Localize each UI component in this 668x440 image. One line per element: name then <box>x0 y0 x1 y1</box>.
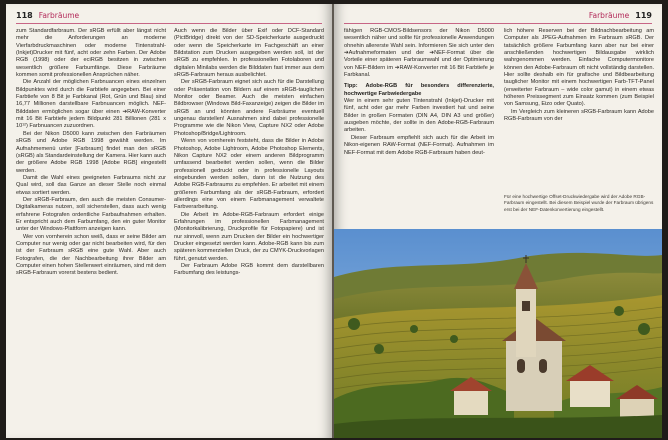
vineyard-church-photo <box>334 229 662 438</box>
right-running-title: Farbräume <box>588 11 630 20</box>
right-page <box>334 4 662 438</box>
paragraph: Die Arbeit im Adobe-RGB-Farbraum erfordert einige Erfahrungen im professionellen Farbmanagement (Monitorkalibrierung, Druckprofile für Fotopapiere) und ist nur sinnvoll, wenn zum Drucken der Bilder ein hochwertiger Drucker eingesetzt werden kann. Adobe-RGB kann bis zum späteren kommerziellen Druck, der zu CMYK-Druckvorlagen führt, genutzt werden. <box>174 211 324 262</box>
right-column-2 <box>504 28 654 123</box>
left-header-rule <box>16 23 322 24</box>
paragraph: fähigen RGB-CMOS-Bildsensors der Nikon D5000 wesentlich näher und sollte für professionelle Anwendungen ohnehin allererste Wahl sein. Informieren Sie sich unter den ➔Aufnahmeformaten und der ➔NEF-Format über die Vorteile einer späteren Farbraumwahl und der Optimierung von NEF-Bildern im ➔RAW-Konverter mit 16 Bit Farbtiefe je Farbkanal. <box>344 28 494 79</box>
right-running-head <box>589 11 652 21</box>
left-running-head <box>16 11 79 21</box>
photo-caption <box>504 194 654 213</box>
left-column-2 <box>174 28 324 278</box>
paragraph: Wenn von vornherein feststeht, dass die Bilder in Adobe Photoshop, Adobe Lightroom, Adobe Photoshop Elements, Nikon Capture NX2 oder einem anderen Bildprogramm umfassend bearbeitet werden sollen, wenn die Bilder professionell gedruckt oder in professionelle Layouts eingebunden werden sollen, dann ist die Nutzung des Adobe RGB-Farbraums zu empfehlen. Er arbeitet mit einem größeren Farbumfang als der sRGB-Farbraum, erfordert allerdings eine von einem Farbmanagement verwaltete Farbverarbeitung. <box>174 138 324 211</box>
paragraph: zum Standardfarbraum. Der sRGB erfüllt aber längst nicht mehr die Anforderungen an moderne Vierfarbdruckmaschinen oder moderne Tintenstrahl-(Inkjet)Drucker mit fünf, acht oder zehn Farben. Der Adobe RGB (1998) oder der eciRGB besitzen in zwischen wesentlich größere Farbumfänge. Diese Farbräume kommen somit professionellen Ansprüchen näher. <box>16 28 166 79</box>
left-page-number: 118 <box>16 11 33 20</box>
left-page <box>6 4 332 438</box>
paragraph: Wer von vornherein schon weiß, dass er seine Bilder am Computer nur wenig oder gar nicht bearbeiten wird, für den ist der Farbraum sRGB eine gute Wahl. Aber auch Fotografen, die der Nachbearbeitung ihrer Bilder am Computer einen hohen Stellenwert einräumen, sind mit dem sRGB-Farbraum vorerst bestens bedient. <box>16 233 166 277</box>
right-page-number: 119 <box>635 11 652 20</box>
left-column-1 <box>16 28 166 278</box>
paragraph: Bei der Nikon D5000 kann zwischen den Farbräumen sRGB und Adobe RGB 1998 gewählt werden. Im Aufnahmemenü unter [Farbraum] findet man den sRGB (sRGB) als Standardeinstellung der Kamera. Hier kann auch der größere Adobe RGB 1998 [Adobe RGB] eingestellt werden. <box>16 130 166 174</box>
paragraph: Der sRGB-Farbraum eignet sich auch für die Darstellung oder Präsentation von Bildern auf einem sRGB-tauglichen Monitor oder Beamer. Auch die meisten einfachen Bildbrowser (Windows Bild-Faxanzeige) zeigen die Bilder im sRGB an und könnten andere Farbräume eventuell ungenau darstellen! Ausnahmen sind dabei professionelle Programme wie die Nikon View, Capture NX2 oder Adobe Photoshop/Bridge/Lightroom. <box>174 79 324 137</box>
vineyard-photo-illustration <box>334 229 662 438</box>
paragraph: Die Anzahl der möglichen Farbnuancen eines einzelnen Bildpunktes wird durch die Farbtiefe angegeben. Bei einer Farbtiefe von 8 Bit je Farbkanal (Rot, Grün und Blau) sind 16,77 Millionen darstellbare Farbnuancen möglich. NEF-Bilddaten ermöglichen sogar über einen ➔RAW-Konverter mit 16 Bit Farbtiefe jedem Bildpunkt 281 Billionen (281 x 10¹²) Farbnuancen zuzuordnen. <box>16 79 166 130</box>
paragraph: Der sRGB-Farbraum, den auch die meisten Consumer-Digitalkameras nutzen, soll sicherstellen, dass auch wenig erfahrene Fotografen ordentliche Farbaufnahmen erhalten. Er entspricht auch dem Farbumfang, den ein guter Monitor unter der Windows-Plattform anzeigen kann. <box>16 196 166 233</box>
tip-heading: Tipp: Adobe-RGB für besonders differenzierte, hochwertige Farbwiedergabe <box>344 83 494 97</box>
paragraph: lich höhere Reserven bei der Bildnachbearbeitung am Computer als JPEG-Aufnahmen im Farbraum sRGB. Der tatsächlich größere Farbumfang kann aber nur bei einer anschließenden hochwertigen Bildausgabe wirklich wahrgenommen werden. Einfache Computermonitore können den Adobe-Farbraum oft nicht vollständig darstellen. Hier sollte deshalb ein für grafische und Bildbearbeitung tauglicher Monitor mit einem hochwertigen Farb-TFT-Panel (erweiterter Farbraum – wide color gamut) in einem etwas höheren Preissegment zum Einsatz kommen (zum Beispiel von Samsung, Eizo oder Quato). <box>504 28 654 108</box>
paragraph: Auch wenn die Bilder über Exif oder DCF-Standard (PictBridge) direkt von der SD-Speicherkarte ausgedruckt oder wenn die Speicherkarte im Fachgeschäft an einer Bildstation zum Drucken ausgegeben werden soll, ist der sRGB zu empfehlen. In professionellen Fotolaboren und digitalen Minilabs werden die Bilddaten fast immer aus dem sRGB-Farbraum heraus ausbelichtet. <box>174 28 324 79</box>
right-column-1 <box>344 28 494 157</box>
paragraph: Dieser Farbraum empfiehlt sich auch für die Arbeit im Nikon-eigenen RAW-Format (NEF-Format). Aufnahmen im NEF-Format mit dem Adobe RGB-Farbraum haben deut- <box>344 134 494 156</box>
left-running-title: Farbräume <box>38 11 80 20</box>
paragraph: Damit die Wahl eines geeigneten Farbraums nicht zur Qual wird, soll das Ganze an dieser Stelle noch einmal etwas sortiert werden. <box>16 174 166 196</box>
paragraph: Der Farbraum Adobe RGB kommt dem darstellbaren Farbumfang des leistungs- <box>174 263 324 277</box>
paragraph: Im Vergleich zum kleineren sRGB-Farbraum kann Adobe RGB-Farbraum von der <box>504 108 654 123</box>
right-header-rule <box>344 23 652 24</box>
paragraph: Wer in einem sehr guten Tintenstrahl (Inkjet)-Drucker mit fünf, acht oder gar mehr Farben investiert hat und seine Bilder in großen Formaten (DIN A4, DIN A3 und größer) ausgeben möchte, der sollte in den Adobe-RGB-Farbraum arbeiten. <box>344 98 494 134</box>
caption-text: Für eine hochwertige Offset-Druckwiedergabe wird der Adobe RGB-Farbraum eingestellt. Bei diesem Beispiel wurde der Farbraum übrigens erst bei der NEF-Datenkonvertierung eingestellt. <box>504 194 654 212</box>
